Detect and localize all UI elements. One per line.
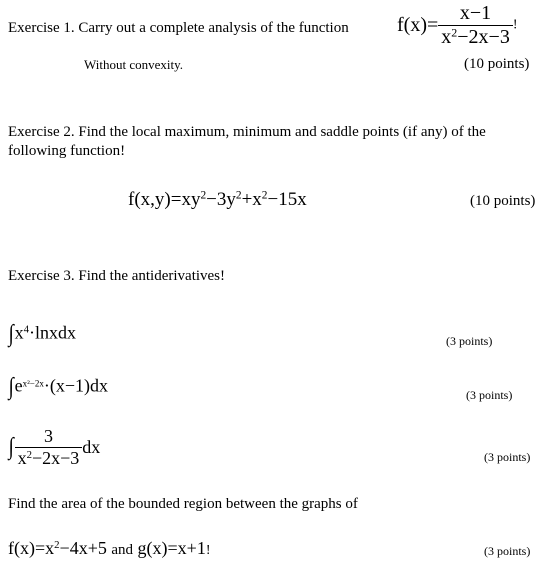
integral-2-exp: x²−2x [22, 378, 44, 389]
area-f: f(x)=x [8, 538, 55, 558]
den-exponent: 2 [26, 449, 32, 462]
den-rest: −2x−3 [31, 448, 80, 468]
integral-1-base: x [14, 322, 24, 343]
integral-2-points: (3 points) [466, 388, 513, 402]
den-exponent: 2 [451, 25, 458, 40]
integral-1-rest: ·lnxdx [28, 322, 76, 343]
exercise-3-heading: Exercise 3. Find the antiderivatives! [8, 268, 226, 284]
formula-part-b: −3y [206, 189, 236, 210]
end-mark: ! [512, 17, 518, 33]
integral-1 [8, 321, 76, 348]
area-f-rest: −4x+5 [59, 538, 107, 558]
integral-1-points: (3 points) [446, 334, 493, 348]
area-end-mark: ! [205, 543, 211, 558]
integral-3-points: (3 points) [484, 450, 531, 464]
area-g: g(x)=x+1 [137, 538, 206, 558]
integral-1-exp: 4 [23, 323, 29, 336]
integral-sign: ∫ [8, 434, 14, 460]
integral-3-fraction [15, 426, 83, 469]
den-base: x [441, 26, 452, 48]
formula-exp-2: 2 [235, 189, 242, 202]
area-and: and [111, 542, 134, 558]
area-functions [8, 538, 211, 559]
den-rest: −2x−3 [457, 26, 510, 48]
area-points: (3 points) [484, 544, 531, 558]
area-f-exp: 2 [54, 539, 60, 552]
exercise-1-note: Without convexity. [84, 57, 184, 72]
exercise-1-function [397, 2, 518, 49]
integral-3-numerator: 3 [43, 426, 53, 446]
formula-exp-3: 2 [261, 189, 268, 202]
integral-2 [8, 374, 108, 401]
integral-2-rest: ·(x−1)dx [43, 375, 108, 396]
fraction-numerator: x−1 [459, 2, 492, 24]
function-fraction [438, 2, 513, 49]
integral-sign: ∫ [8, 374, 14, 400]
exercise-1-intro: Exercise 1. Carry out a complete analysis of the function [8, 20, 349, 36]
formula-exp-1: 2 [200, 189, 207, 202]
exercise-1-points: (10 points) [464, 56, 530, 72]
integral-2-base: e [14, 375, 23, 396]
formula-part-d: −15x [267, 189, 307, 210]
area-question: Find the area of the bounded region between the graphs of [8, 496, 358, 512]
formula-part-c: +x [241, 189, 262, 210]
integral-sign: ∫ [8, 321, 14, 347]
integral-3 [8, 426, 100, 469]
exercise-2-points: (10 points) [470, 193, 536, 209]
integral-3-rest: dx [82, 437, 101, 457]
fraction-denominator [438, 25, 513, 49]
exercise-2-line2: following function! [8, 143, 126, 159]
exercise-2-formula [128, 189, 307, 211]
formula-part-a: f(x,y)=xy [128, 189, 201, 210]
exercise-2-line1: Exercise 2. Find the local maximum, minimum and saddle points (if any) of the [8, 124, 486, 140]
den-base: x [17, 448, 27, 468]
integral-3-denominator [15, 447, 83, 469]
function-lhs: f(x)= [397, 14, 439, 36]
